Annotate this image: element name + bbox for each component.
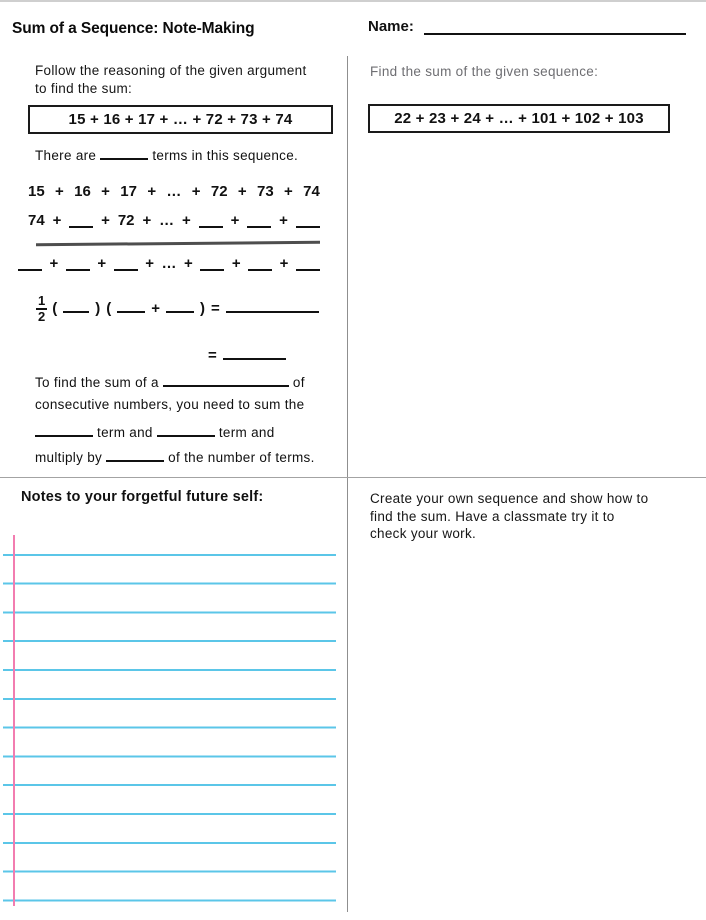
text-token: + bbox=[101, 212, 110, 229]
name-field-block bbox=[368, 18, 686, 35]
fill-in-blank bbox=[66, 255, 90, 271]
text-token: 74 bbox=[28, 212, 45, 229]
create-sequence-prompt bbox=[370, 490, 686, 543]
text-token: … bbox=[159, 212, 175, 229]
fill-in-blank bbox=[248, 255, 272, 271]
text-token: + bbox=[237, 183, 247, 200]
text-token: + bbox=[151, 299, 160, 317]
text-token: 72 bbox=[117, 212, 135, 229]
name-label: Name: bbox=[368, 18, 414, 35]
sum-formula-line bbox=[36, 294, 322, 324]
fill-in-blank bbox=[166, 297, 194, 313]
text-token: + bbox=[284, 183, 293, 200]
text-token: 72 bbox=[210, 183, 228, 200]
text-token: 15 bbox=[28, 183, 45, 200]
one-half-fraction bbox=[36, 294, 47, 324]
text-token: 74 bbox=[303, 183, 320, 200]
right-prompt: Find the sum of the given sequence: bbox=[370, 64, 599, 79]
fill-in-blank bbox=[296, 212, 320, 228]
section-divider-horizontal bbox=[0, 477, 706, 478]
fill-in-blank bbox=[114, 255, 138, 271]
text-token: + bbox=[101, 183, 110, 200]
text-token: of the number of terms. bbox=[164, 450, 315, 465]
fill-in-blank bbox=[223, 344, 286, 360]
text-token: + bbox=[55, 183, 64, 200]
notes-heading: Notes to your forgetful future self: bbox=[21, 489, 264, 505]
text-token: + bbox=[52, 212, 62, 229]
text-token: + bbox=[182, 212, 191, 229]
text-token: … bbox=[161, 255, 177, 272]
text-token: + bbox=[191, 183, 201, 200]
text-token: consecutive numbers, you need to sum the bbox=[35, 397, 305, 412]
left-instructions bbox=[35, 62, 345, 97]
fill-in-blank bbox=[163, 372, 289, 387]
text-token: + bbox=[230, 212, 240, 229]
text-token: ( bbox=[52, 299, 58, 317]
fill-in-blank bbox=[69, 212, 93, 228]
create-sequence-prompt-line2: find the sum. Have a classmate try it to bbox=[370, 508, 615, 524]
column-sums-row bbox=[18, 255, 320, 271]
page-title: Sum of a Sequence: Note-Making bbox=[12, 20, 255, 37]
column-divider-bottom bbox=[347, 478, 348, 912]
text-token: + bbox=[279, 255, 289, 272]
fill-in-blank bbox=[117, 297, 145, 313]
text-token: + bbox=[49, 255, 59, 272]
sequence-reverse-row bbox=[28, 212, 320, 228]
conclusion-line bbox=[35, 372, 347, 397]
text-token: + bbox=[231, 255, 241, 272]
fill-in-blank bbox=[63, 297, 89, 313]
left-instructions-line1: Follow the reasoning of the given argument bbox=[35, 63, 307, 78]
sequence-forward-row bbox=[28, 184, 320, 199]
result-equals-line bbox=[205, 344, 289, 364]
terms-count-line bbox=[35, 145, 298, 163]
text-token: term and bbox=[93, 425, 157, 440]
ruled-notebook-paper bbox=[3, 527, 336, 903]
fill-in-blank bbox=[296, 255, 320, 271]
fraction-denominator: 2 bbox=[38, 309, 46, 324]
conclusion-line bbox=[35, 422, 347, 447]
text-token: multiply by bbox=[35, 450, 107, 465]
fill-in-blank bbox=[200, 255, 224, 271]
fill-in-blank bbox=[247, 212, 271, 228]
fill-in-blank bbox=[226, 297, 319, 313]
conclusion-paragraph bbox=[35, 372, 347, 472]
conclusion-line bbox=[35, 447, 347, 472]
text-token: + bbox=[142, 212, 152, 229]
fraction-numerator: 1 bbox=[38, 293, 46, 308]
column-divider-top bbox=[347, 56, 348, 477]
text-token: There are bbox=[35, 148, 101, 163]
text-token: + bbox=[147, 183, 157, 200]
page-top-border bbox=[0, 0, 706, 2]
notebook-margin-line bbox=[13, 535, 15, 906]
text-token: 73 bbox=[257, 183, 274, 200]
text-token: + bbox=[279, 212, 288, 229]
addition-sum-rule bbox=[36, 241, 320, 246]
given-sequence-box: 15 + 16 + 17 + … + 72 + 73 + 74 bbox=[28, 105, 333, 134]
text-token: To find the sum of a bbox=[35, 375, 163, 390]
fill-in-blank bbox=[100, 145, 148, 160]
text-token: 17 bbox=[120, 183, 137, 200]
name-blank-line bbox=[424, 19, 686, 35]
text-token: = bbox=[211, 299, 220, 317]
fill-in-blank bbox=[157, 422, 215, 437]
conclusion-line bbox=[35, 397, 347, 422]
text-token: + bbox=[97, 255, 107, 272]
text-token: = bbox=[208, 347, 217, 364]
practice-sequence-box: 22 + 23 + 24 + … + 101 + 102 + 103 bbox=[368, 104, 670, 133]
fill-in-blank bbox=[35, 422, 93, 437]
create-sequence-prompt-line1: Create your own sequence and show how to bbox=[370, 491, 649, 506]
text-token: ( bbox=[106, 299, 112, 317]
text-token: term and bbox=[214, 425, 275, 440]
fill-in-blank bbox=[18, 255, 42, 271]
text-token: … bbox=[166, 183, 182, 200]
text-token: 16 bbox=[74, 183, 91, 200]
text-token: of bbox=[288, 375, 305, 390]
left-instructions-line2: to find the sum: bbox=[35, 80, 133, 96]
create-sequence-prompt-line3: check your work. bbox=[370, 526, 477, 541]
fill-in-blank bbox=[199, 212, 223, 228]
text-token: ) bbox=[200, 299, 205, 317]
text-token: + bbox=[184, 255, 193, 272]
text-token: + bbox=[145, 255, 154, 272]
fill-in-blank bbox=[106, 447, 164, 462]
formula-tokens bbox=[49, 300, 322, 317]
text-token: terms in this sequence. bbox=[148, 148, 299, 163]
text-token: ) bbox=[95, 299, 101, 317]
